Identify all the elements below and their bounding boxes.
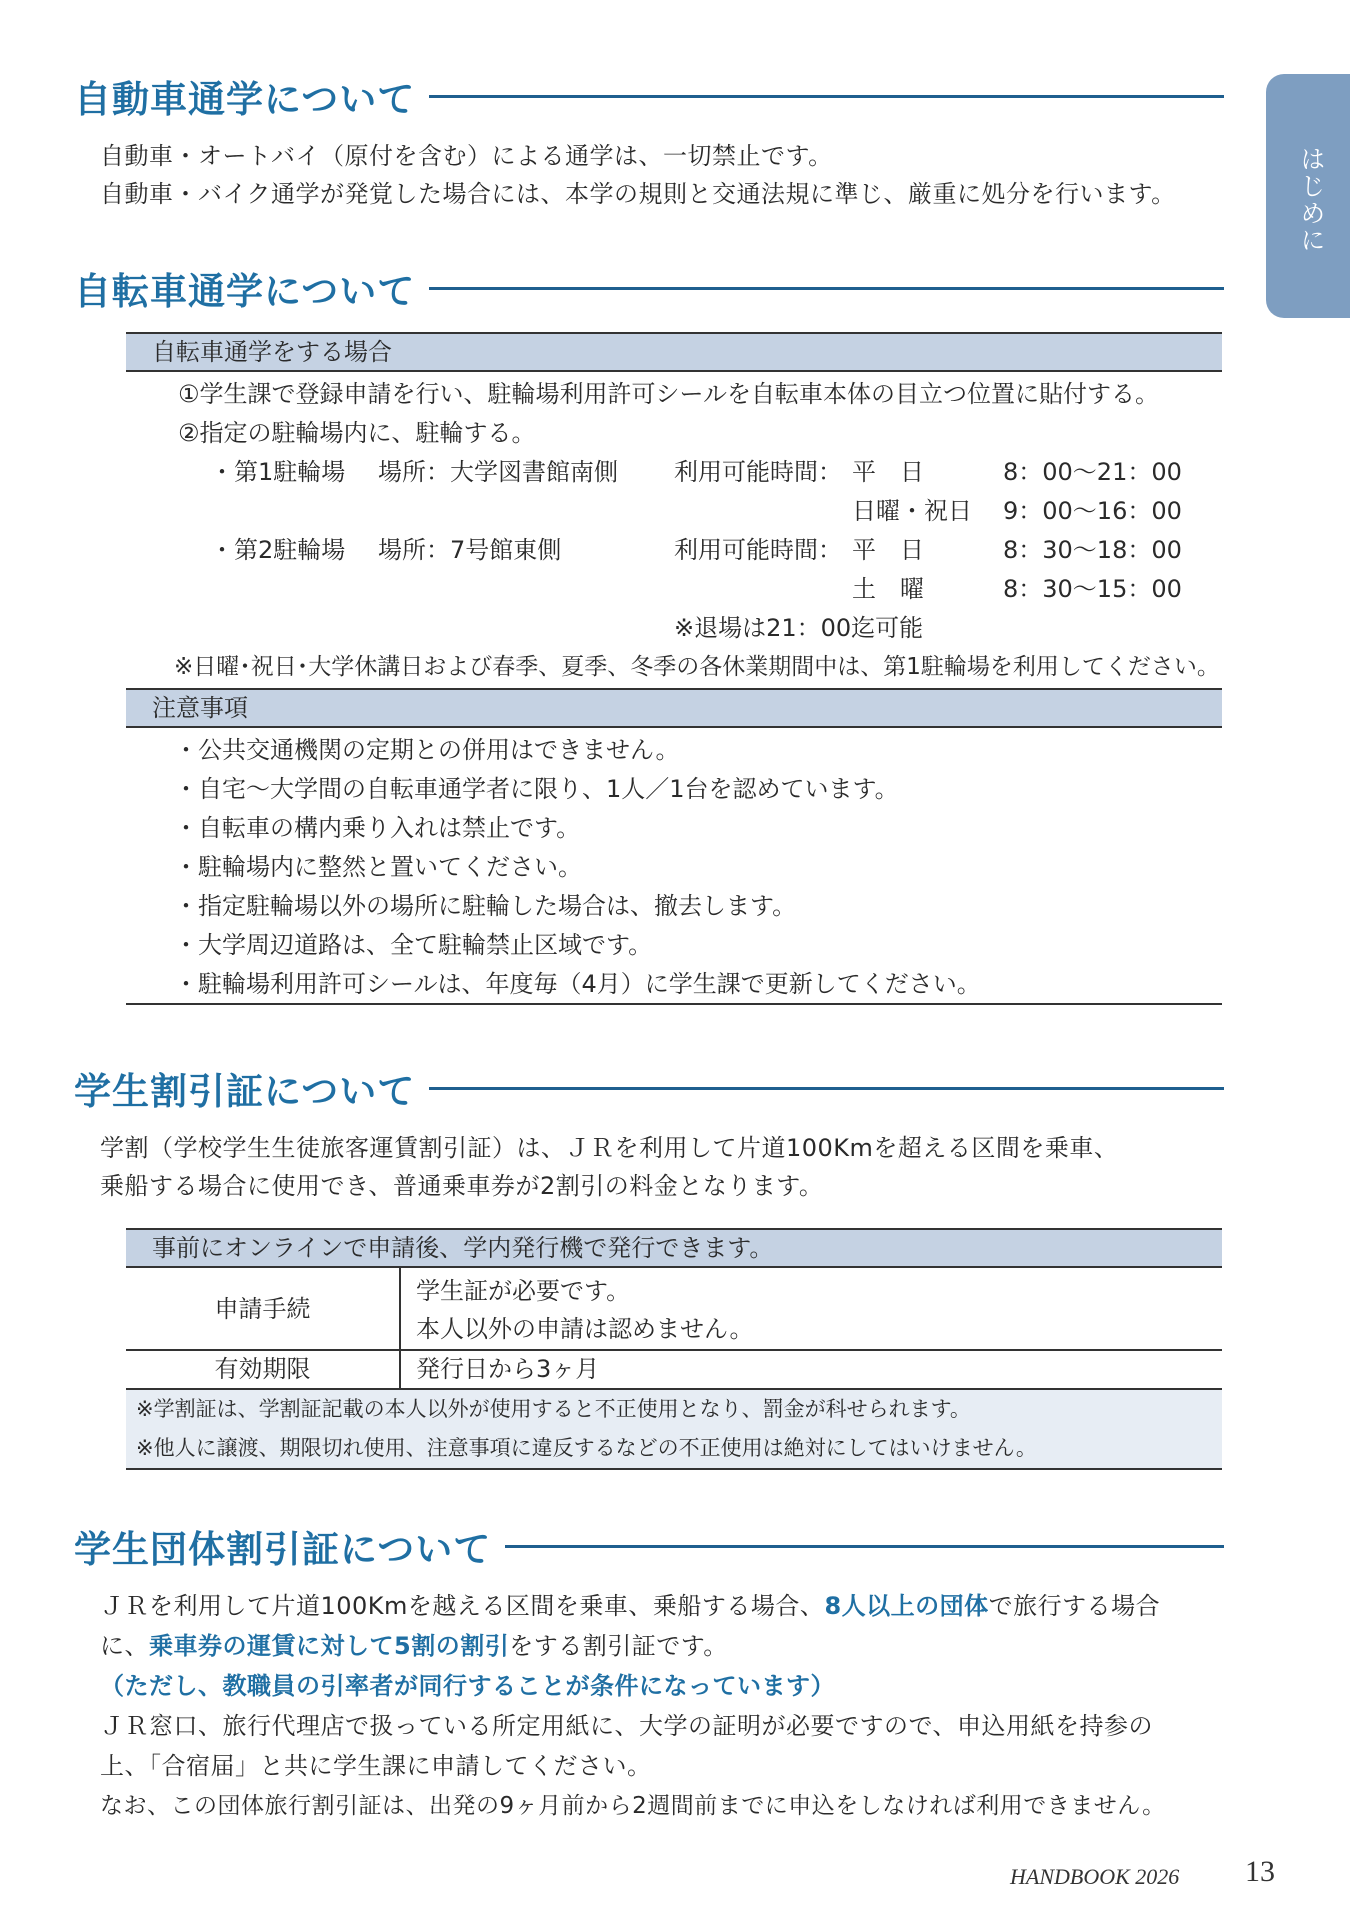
apply-line-1: 学生証が必要です。	[416, 1277, 631, 1305]
lot2-place: 場所：7号館東側	[378, 536, 562, 564]
lot1-hours-label: 利用可能時間：	[674, 458, 842, 486]
lot2-time-1: 8：30〜18：00	[1003, 536, 1182, 564]
group-line-2	[100, 1627, 728, 1665]
heading-rule	[429, 1087, 1224, 1090]
section-title: 自動車通学について	[74, 78, 416, 121]
validity-label: 有効期限	[214, 1355, 311, 1383]
validity-value: 発行日から3ヶ月	[416, 1355, 600, 1383]
section-title: 自転車通学について	[74, 270, 416, 313]
discount-line-2: 乗船する場合に使用でき、普通乗車券が2割引の料金となります。	[100, 1172, 824, 1200]
bicycle-bar: 自転車通学をする場合	[126, 332, 1222, 372]
caution-bottom-rule	[126, 1003, 1222, 1005]
lot1-place: 場所：大学図書館南側	[378, 458, 618, 486]
side-tab-label: はじめに	[1297, 146, 1326, 254]
lot2-day-2: 土 曜	[852, 575, 924, 603]
step-1: ①学生課で登録申請を行い、駐輪場利用許可シールを自転車本体の目立つ位置に貼付する。	[178, 380, 1160, 408]
caution-item: ・指定駐輪場以外の場所に駐輪した場合は、撤去します。	[174, 892, 797, 920]
warning-line: ※他人に譲渡、期限切れ使用、注意事項に違反するなどの不正使用は絶対にしてはいけません。	[136, 1436, 1037, 1460]
apply-line-2: 本人以外の申請は認めません。	[416, 1315, 754, 1343]
section-title: 学生割引証について	[74, 1070, 416, 1113]
caution-item: ・大学周辺道路は、全て駐輪禁止区域です。	[174, 931, 653, 959]
group-highlight: 乗車券の運賃に対して5割の割引	[149, 1632, 510, 1660]
group-highlight: 8人以上の団体	[824, 1592, 989, 1620]
table-divider	[399, 1268, 401, 1388]
lot2-day-1: 平 日	[852, 536, 924, 564]
caution-item: ・駐輪場内に整然と置いてください。	[174, 853, 582, 881]
caution-item: ・自転車の構内乗り入れは禁止です。	[174, 814, 581, 842]
heading-rule	[505, 1545, 1224, 1548]
group-line-6: なお、この団体旅行割引証は、出発の9ヶ月前から2週間前までに申込をしなければ利用できません。	[100, 1793, 1166, 1819]
warning-line: ※学割証は、学割証記載の本人以外が使用すると不正使用となり、罰金が科せられます。	[136, 1397, 971, 1421]
group-text: をする割引証です。	[509, 1632, 728, 1660]
apply-label: 申請手続	[214, 1295, 311, 1323]
section-heading-student-discount	[74, 1062, 1224, 1114]
caution-item: ・自宅〜大学間の自転車通学者に限り、1人／1台を認めています。	[174, 775, 899, 803]
section-title: 学生団体割引証について	[74, 1528, 492, 1571]
caution-item: ・駐輪場利用許可シールは、年度毎（4月）に学生課で更新してください。	[174, 970, 981, 998]
caution-item: ・公共交通機関の定期との併用はできません。	[174, 736, 680, 764]
caution-bar: 注意事項	[126, 688, 1222, 728]
lot2-name: ・第2駐輪場	[210, 536, 346, 564]
group-text: で旅行する場合	[988, 1592, 1161, 1620]
section-heading-group-discount	[74, 1520, 1224, 1572]
group-line-4: ＪＲ窓口、旅行代理店で扱っている所定用紙に、大学の証明が必要ですので、申込用紙を持参の	[100, 1712, 1154, 1740]
lot2-hours-label: 利用可能時間：	[674, 536, 842, 564]
group-line-5: 上、「合宿届」と共に学生課に申請してください。	[100, 1752, 652, 1780]
online-bar: 事前にオンラインで申請後、学内発行機で発行できます。	[126, 1228, 1222, 1268]
group-text: に、	[100, 1632, 149, 1660]
group-line-1	[100, 1587, 1160, 1625]
lot1-time-2: 9：00〜16：00	[1003, 497, 1182, 525]
warning-box	[126, 1390, 1222, 1470]
lot1-time-1: 8：00〜21：00	[1003, 458, 1182, 486]
lot2-time-2: 8：30〜15：00	[1003, 575, 1182, 603]
heading-rule	[429, 95, 1224, 98]
heading-rule	[429, 287, 1224, 290]
group-condition: （ただし、教職員の引率者が同行することが条件になっています）	[100, 1672, 835, 1700]
holiday-note: ※日曜･祝日･大学休講日および春季、夏季、冬季の各休業期間中は、第1駐輪場を利用してください。	[174, 654, 1220, 680]
exit-note: ※退場は21：00迄可能	[674, 614, 924, 642]
side-tab	[1266, 74, 1350, 318]
lot1-day-2: 日曜・祝日	[852, 497, 972, 525]
page-number: 13	[1245, 1855, 1275, 1888]
step-2: ②指定の駐輪場内に、駐輪する。	[178, 419, 536, 447]
section-heading-bicycle	[74, 262, 1224, 314]
group-text: ＪＲを利用して片道100Kmを越える区間を乗車、乗船する場合、	[100, 1592, 825, 1620]
handbook-label: HANDBOOK 2026	[1010, 1864, 1180, 1889]
discount-line-1: 学割（学校学生生徒旅客運賃割引証）は、ＪＲを利用して片道100Kmを超える区間を乗車、	[100, 1134, 1119, 1162]
car-line-1: 自動車・オートバイ（原付を含む）による通学は、一切禁止です。	[100, 142, 833, 170]
lot1-day-1: 平 日	[852, 458, 924, 486]
car-line-2: 自動車・バイク通学が発覚した場合には、本学の規則と交通法規に準じ、厳重に処分を行います。	[100, 180, 1176, 208]
lot1-name: ・第1駐輪場	[210, 458, 346, 486]
section-heading-car	[74, 70, 1224, 122]
